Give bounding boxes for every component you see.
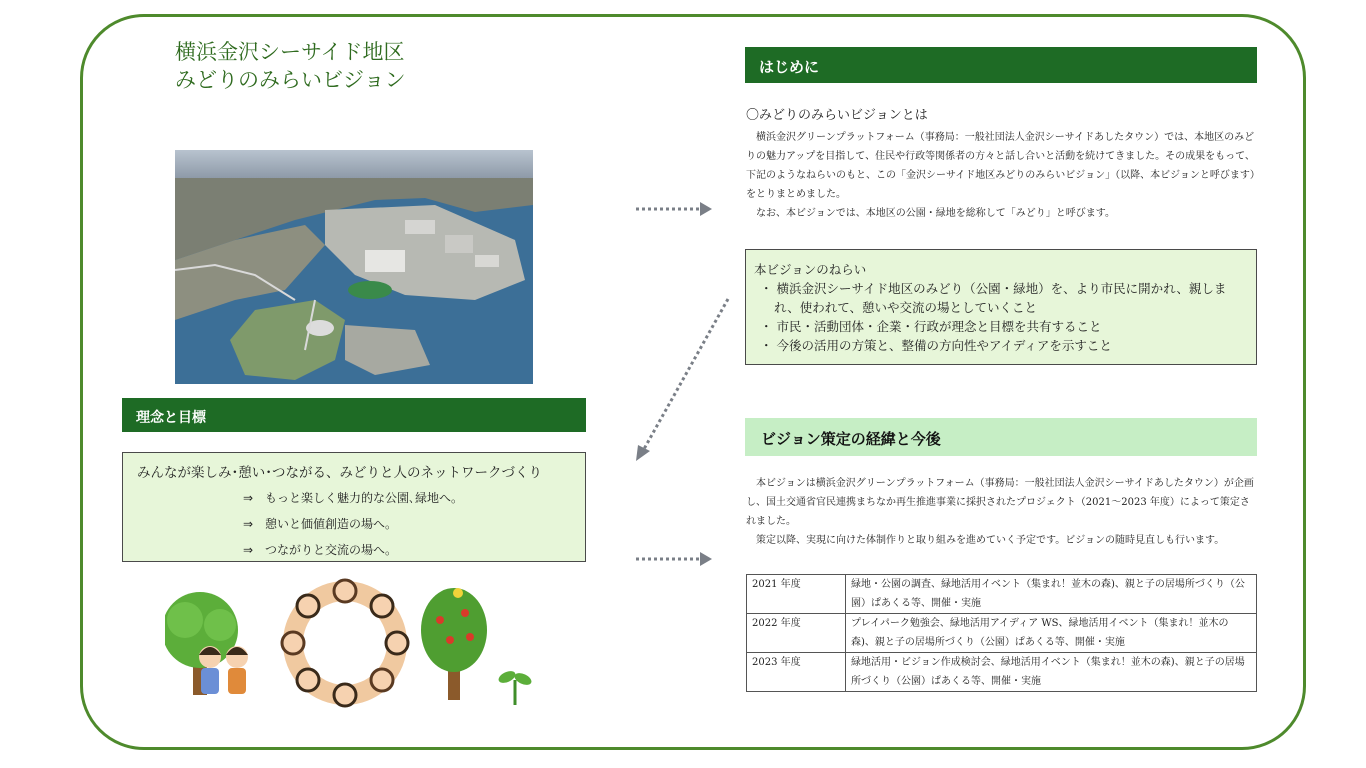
- history-header: ビジョン策定の経緯と今後: [745, 418, 1257, 456]
- year-cell: 2022 年度: [747, 614, 846, 653]
- goal-box: [122, 452, 586, 562]
- intro-paragraph: [746, 128, 1258, 223]
- goal-item: ⇒ もっと楽しく魅力的な公園､緑地へ。: [243, 491, 464, 505]
- year-cell: 2021 年度: [747, 575, 846, 614]
- title-line-1: 横浜金沢シーサイド地区: [175, 40, 405, 64]
- activity-cell: プレイパーク勉強会、緑地活用アイディア WS、緑地活用イベント（集まれ！並木の森)、親と子の居場所づくり（公園）ぱあくる等、開催・実施: [846, 614, 1257, 653]
- goal-item: ⇒ つながりと交流の場へ。: [243, 543, 398, 557]
- goal-main-text: みんなが楽しみ･憩い･つながる、みどりと人のネットワークづくり: [137, 465, 542, 481]
- year-cell: 2023 年度: [747, 653, 846, 692]
- intro-subhead: 〇みどりのみらいビジョンとは: [746, 108, 928, 123]
- intro-para-1: 横浜金沢グリーンプラットフォーム（事務局：一般社団法人金沢シーサイドあしたタウン）では、本地区のみどりの魅力アップを目指して、住民や行政等関係者の方々と話し合いと活動を続けてきました。その成果をもって、下記のようなねらいのもと、この「金沢シーサイド地区みどりのみらいビジョン」（以降、本ビジョンと呼びます）をとりまとめました。: [746, 132, 1255, 200]
- intro-header: はじめに: [745, 47, 1257, 83]
- arrow-right-icon: [634, 200, 714, 218]
- title-line-2: みどりのみらいビジョン: [175, 68, 406, 92]
- activity-cell: 緑地活用・ビジョン作成検討会、緑地活用イベント（集まれ！並木の森)、親と子の居場所づくり（公園）ぱあくる等、開催・実施: [846, 653, 1257, 692]
- table-row: [747, 653, 1257, 692]
- aerial-photo: [175, 150, 533, 384]
- history-paragraph: [746, 474, 1258, 550]
- page-title: [175, 38, 406, 94]
- goal-item: ⇒ 憩いと価値創造の場へ。: [243, 517, 398, 531]
- people-ring-icon: [282, 580, 408, 706]
- intro-para-2: なお、本ビジョンでは、本地区の公園・緑地を総称して「みどり」と呼びます。: [756, 208, 1115, 219]
- arrow-diagonal-icon: [632, 295, 732, 465]
- aim-item: ・ 今後の活用の方策と、整備の方向性やアイディアを示すこと: [760, 338, 1112, 353]
- aim-box: [745, 249, 1257, 365]
- history-para-1: 本ビジョンは横浜金沢グリーンプラットフォーム（事務局：一般社団法人金沢シーサイドあしたタウン）が企画し、国土交通省官民連携まちなか再生推進事業に採択されたプロジェクト（2021～2023 年度）によって策定されました。: [746, 478, 1254, 527]
- table-row: [747, 614, 1257, 653]
- history-table: [746, 574, 1257, 692]
- apple-tree-icon: [421, 588, 487, 700]
- table-row: [747, 575, 1257, 614]
- arrow-right-icon: [634, 550, 714, 568]
- history-para-2: 策定以降、実現に向けた体制作りと取り組みを進めていく予定です。ビジョンの随時見直しも行います。: [756, 535, 1225, 546]
- aim-item: ・ 市民・活動団体・企業・行政が理念と目標を共有すること: [760, 319, 1102, 334]
- sprout-icon: [497, 669, 534, 705]
- activity-cell: 緑地・公園の調査、緑地活用イベント（集まれ！並木の森)、親と子の居場所づくり（公園）ぱあくる等、開催・実施: [846, 575, 1257, 614]
- aim-item: ・ 横浜金沢シーサイド地区のみどり（公園・緑地）を、より市民に開かれ、親しまれ、使われて、憩いや交流の場としていくこと: [760, 281, 1227, 315]
- rinen-header: 理念と目標: [122, 398, 586, 432]
- aim-title: 本ビジョンのねらい: [754, 262, 867, 277]
- people-and-trees-illustration: [165, 575, 535, 715]
